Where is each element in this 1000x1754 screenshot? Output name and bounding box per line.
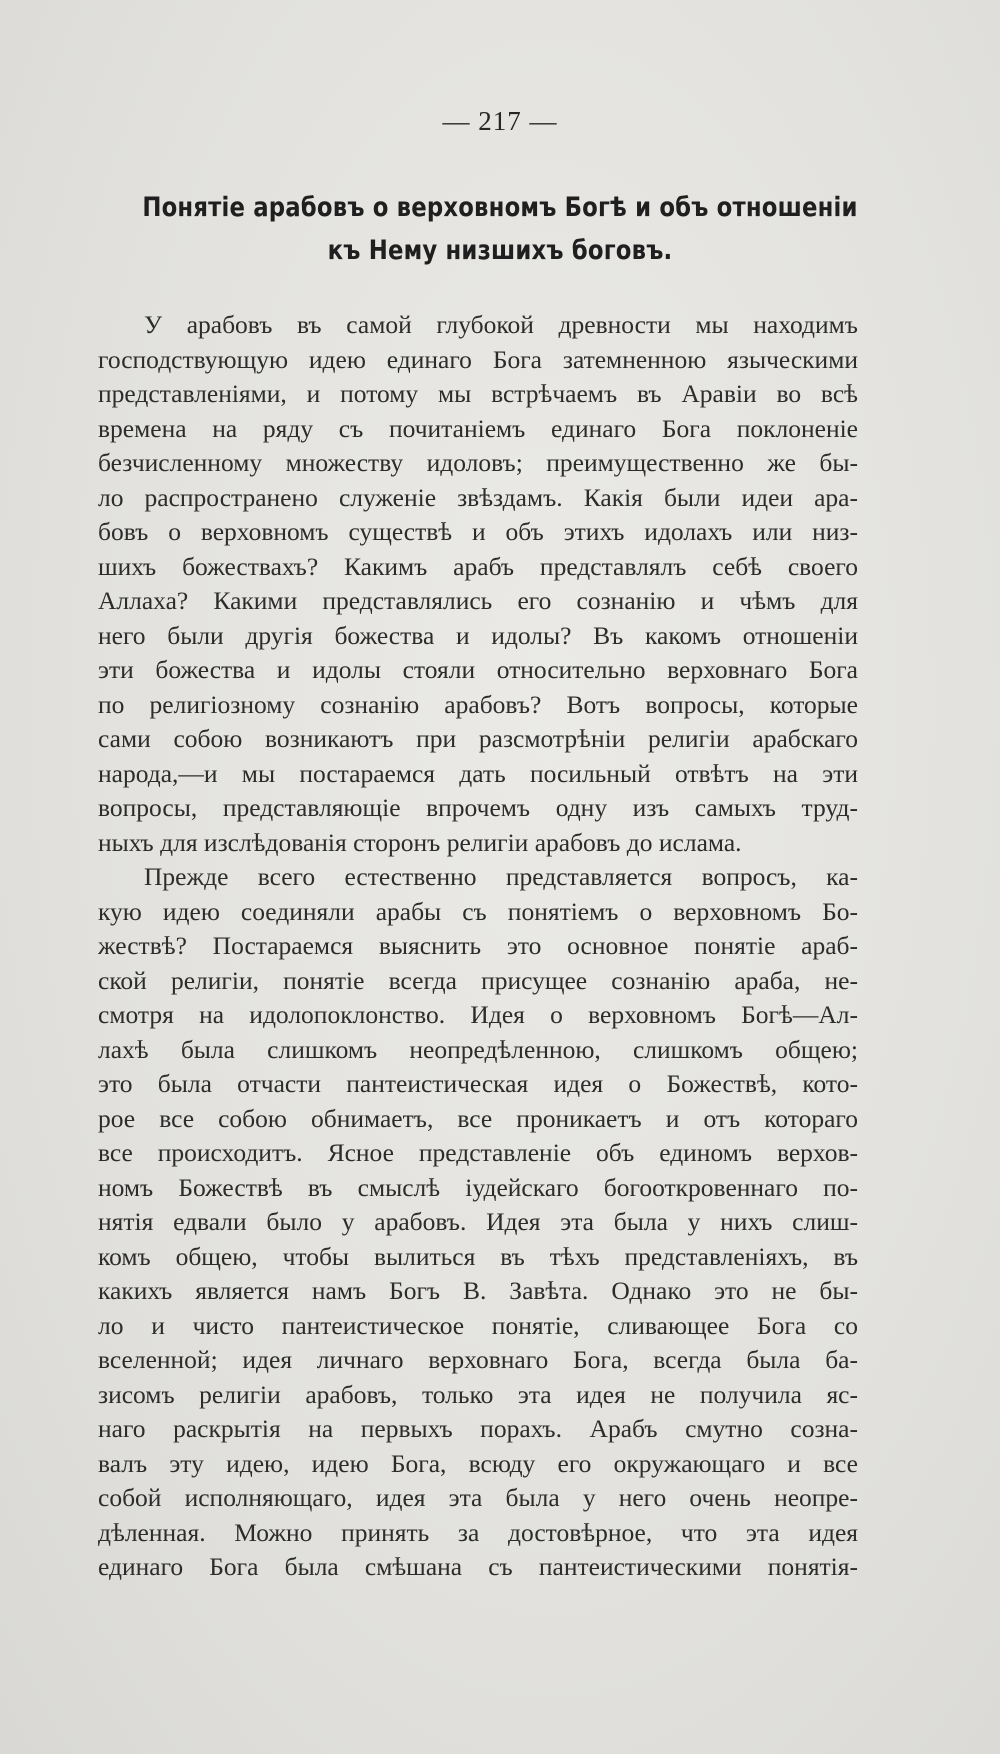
text-line: него были другія божества и идолы? Въ какомъ отношеніи [98, 620, 858, 650]
text-line: собой исполняющаго, идея эта была у него очень неопре- [98, 1483, 858, 1512]
text-line: рое все собою обнимаетъ, все проникаетъ и отъ котораго [98, 1103, 858, 1133]
chapter-title-line-2: къ Нему низшихъ боговъ. [327, 235, 673, 266]
text-line: бовъ о верховномъ существѣ и объ этихъ идолахъ или низ- [98, 517, 858, 546]
text-line: вселенной; идея личнаго верховнаго Бога, всегда была ба- [98, 1345, 858, 1374]
page-number: — 217 — [442, 106, 558, 136]
text-line: народа,—и мы постараемся дать посильный отвѣтъ на эти [98, 758, 858, 788]
text-line: ло распространено служеніе звѣздамъ. Какія были идеи ара- [98, 482, 858, 512]
text-line: валъ эту идею, идею Бога, всюду его окружающаго и все [98, 1448, 858, 1478]
text-line: времена на ряду съ почитаніемъ единаго Бога поклоненіе [98, 413, 858, 443]
text-line: это была отчасти пантеистическая идея о Божествѣ, кото- [98, 1069, 858, 1098]
text-line: лахѣ была слишкомъ неопредѣленною, слишкомъ общею; [98, 1034, 858, 1064]
text-line: сами собою возникаютъ при разсмотрѣніи религіи арабскаго [98, 724, 858, 753]
text-line: единаго Бога была смѣшана съ пантеистическими понятія- [98, 1552, 858, 1581]
text-line: господствующую идею единаго Бога затемненною языческими [98, 344, 858, 374]
text-line: нятія едвали было у арабовъ. Идея эта была у нихъ слиш- [98, 1207, 858, 1236]
text-line: кую идею соединяли арабы съ понятіемъ о верховномъ Бо- [98, 896, 858, 926]
text-line: ло и чисто пантеистическое понятіе, сливающее Бога со [98, 1310, 858, 1340]
text-line: эти божества и идолы стояли относительно верховнаго Бога [98, 655, 858, 684]
text-line: У арабовъ въ самой глубокой древности мы находимъ [144, 310, 858, 339]
text-line: зисомъ религіи арабовъ, только эта идея не получила яс- [98, 1379, 858, 1409]
text-line: какихъ является намъ Богъ В. Завѣта. Однако это не бы- [98, 1276, 858, 1305]
text-line: Аллаха? Какими представлялись его сознанію и чѣмъ для [98, 586, 858, 615]
text-line: смотря на идолопоклонство. Идея о верховномъ Богѣ—Ал- [98, 1000, 858, 1029]
text-line: безчисленному множеству идоловъ; преимущественно же бы- [98, 448, 858, 477]
chapter-title-line-1: Понятіе арабовъ о верховномъ Богѣ и объ отношеніи [142, 192, 858, 223]
text-line: ской религіи, понятіе всегда присущее сознанію араба, не- [98, 965, 858, 995]
text-line: жествѣ? Постараемся выяснить это основное понятіе араб- [98, 931, 858, 960]
text-line: Прежде всего естественно представляется вопросъ, ка- [144, 862, 858, 891]
text-line: представленіями, и потому мы встрѣчаемъ въ Аравіи во всѣ [98, 379, 858, 408]
text-line: шихъ божествахъ? Какимъ арабъ представлялъ себѣ своего [98, 551, 858, 581]
text-line: ныхъ для изслѣдованія сторонъ религіи арабовъ до ислама. [98, 827, 742, 857]
text-line: наго раскрытія на первыхъ порахъ. Арабъ смутно созна- [98, 1414, 858, 1443]
text-line: номъ Божествѣ въ смыслѣ іудейскаго богооткровеннаго по- [98, 1172, 858, 1202]
body-text [98, 308, 858, 1585]
text-line: по религіозному сознанію арабовъ? Вотъ вопросы, которые [98, 689, 858, 719]
text-line: дѣленная. Можно принять за достовѣрное, что эта идея [98, 1517, 858, 1547]
chapter-title [122, 186, 879, 272]
text-line: вопросы, представляющіе впрочемъ одну изъ самыхъ труд- [98, 793, 858, 822]
text-line: все происходитъ. Ясное представленіе объ единомъ верхов- [98, 1138, 858, 1167]
text-line: комъ общею, чтобы вылиться въ тѣхъ представленіяхъ, въ [98, 1241, 858, 1271]
